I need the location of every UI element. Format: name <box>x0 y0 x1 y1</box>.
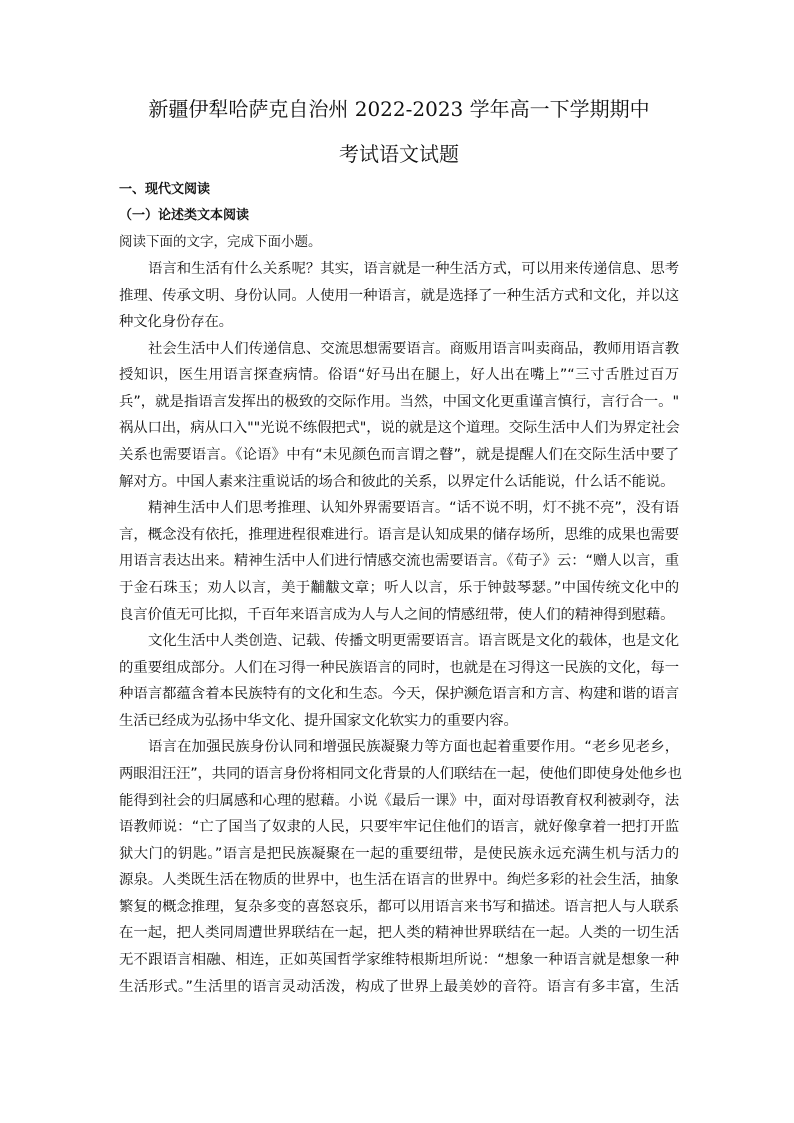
paragraph-2 <box>119 336 679 495</box>
paragraph-line: 文化生活中人类创造、记载、传播文明更需要语言。语言既是文化的载体，也是文化 <box>148 633 679 650</box>
paragraph-line: 种语言都蕴含着本民族特有的文化和生态。今天，保护濒危语言和方言、构建和谐的语言 <box>119 686 679 703</box>
paragraph-line: 精神生活中人们思考推理、认知外界需要语言。“话不说不明，灯不挑不亮”，没有语 <box>148 500 679 517</box>
paragraph-line: 用语言表达出来。精神生活中人们进行情感交流也需要语言。《荀子》云：“赠人以言，重 <box>119 553 679 570</box>
section-heading: 一、现代文阅读 <box>119 182 211 197</box>
paragraph-line: 语言和生活有什么关系呢？其实，语言就是一种生活方式，可以用来传递信息、思考 <box>148 261 679 277</box>
reading-instruction: 阅读下面的文字，完成下面小题。 <box>119 234 322 250</box>
paragraph-line: 语教师说：“亡了国当了奴隶的人民，只要牢牢记住他们的语言，就好像拿着一把打开监 <box>119 819 679 836</box>
article-body <box>119 256 682 1000</box>
paragraph-line: 能得到社会的归属感和心理的慰藉。小说《最后一课》中，面对母语教育权利被剥夺，法 <box>119 792 679 809</box>
paragraph-line: 于金石珠玉；劝人以言，美于黼黻文章；听人以言，乐于钟鼓琴瑟。”中国传统文化中的 <box>119 579 679 596</box>
paragraph-line: 言，概念没有依托，推理进程很难进行。语言是认知成果的储存场所，思维的成果也需要 <box>119 526 679 543</box>
paragraph-line: 种文化身份存在。 <box>119 314 233 331</box>
paragraph-line: 语言在加强民族身份认同和增强民族凝聚力等方面也起着重要作用。“老乡见老乡， <box>148 739 679 756</box>
paragraph-line: 良言价值无可比拟，千百年来语言成为人与人之间的情感纽带，使人们的精神得到慰藉。 <box>119 606 675 623</box>
paragraph-line: 繁复的概念推理，复杂多变的喜怒哀乐，都可以用语言来书写和描述。语言把人与人联系 <box>119 898 679 915</box>
paragraph-1 <box>119 256 679 336</box>
document-title-line-1: 新疆伊犁哈萨克自治州 2022-2023 学年高一下学期期中 <box>148 97 650 121</box>
paragraph-line: 两眼泪汪汪”，共同的语言身份将相同文化背景的人们联结在一起，使他们即使身处他乡也 <box>119 765 682 782</box>
paragraph-line: 社会生活中人们传递信息、交流思想需要语言。商贩用语言叫卖商品，教师用语言教 <box>148 340 679 357</box>
paragraph-line: 的重要组成部分。人们在习得一种民族语言的同时，也就是在习得这一民族的文化，每一 <box>119 659 679 676</box>
paragraph-line: 无不跟语言相融、相连，正如英国哲学家维特根斯坦所说：“想象一种语言就是想象一种 <box>119 952 679 969</box>
paragraph-line: 狱大门的钥匙。”语言是把民族凝聚在一起的重要纽带，是使民族永远充满生机与活力的 <box>119 845 679 862</box>
paragraph-3 <box>119 495 679 628</box>
paragraph-line: 在一起，把人类同周遭世界联结在一起，把人类的精神世界联结在一起。人类的一切生活 <box>119 925 679 942</box>
paragraph-line: 兵”，就是指语言发挥出的极致的交际作用。当然，中国文化更重谨言慎行，言行合一。" <box>119 393 679 410</box>
paragraph-5 <box>119 734 682 1000</box>
paragraph-line: 推理、传承文明、身份认同。人使用一种语言，就是选择了一种生活方式和文化，并以这 <box>119 287 679 304</box>
subsection-heading: （一）论述类文本阅读 <box>119 208 250 223</box>
paragraph-4 <box>119 628 679 734</box>
paragraph-line: 源泉。人类既生活在物质的世界中，也生活在语言的世界中。绚烂多彩的社会生活，抽象 <box>119 872 679 889</box>
paragraph-line: 生活形式。”生活里的语言灵动活泼，构成了世界上最美妙的音符。语言有多丰富，生活 <box>119 978 679 995</box>
paragraph-line: 授知识，医生用语言探查病情。俗语“好马出在腿上，好人出在嘴上”“三寸舌胜过百万 <box>119 367 679 384</box>
paragraph-line: 祸从口出，病从口入""光说不练假把式"，说的就是这个道理。交际生活中人们为界定社会 <box>119 420 680 437</box>
paragraph-line: 生活已经成为弘扬中华文化、提升国家文化软实力的重要内容。 <box>119 712 518 729</box>
paragraph-line: 关系也需要语言。《论语》中有“未见颜色而言谓之瞽”，就是提醒人们在交际生活中要了 <box>119 447 679 464</box>
document-title-line-2: 考试语文试题 <box>339 142 459 166</box>
paragraph-line: 解对方。中国人素来注重说话的场合和彼此的关系，以界定什么话能说，什么话不能说。 <box>119 473 675 490</box>
